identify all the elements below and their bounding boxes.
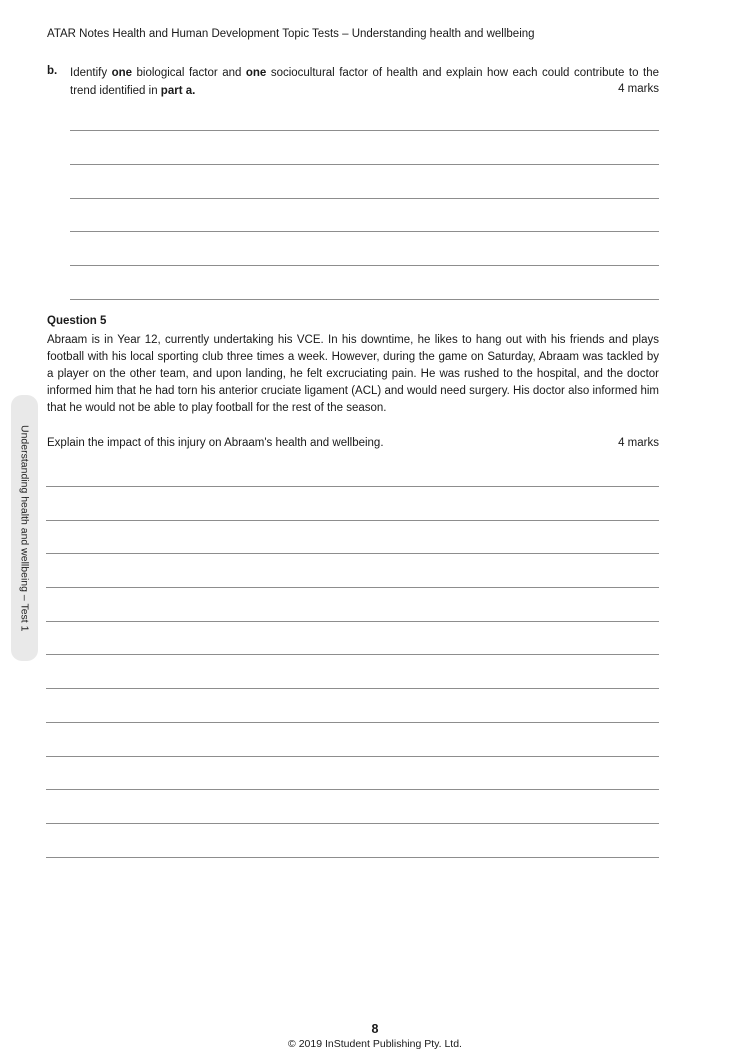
text-segment: biological factor and	[132, 67, 246, 79]
answer-line	[70, 265, 659, 266]
text-segment: one	[245, 67, 267, 79]
section-side-tab-label: Understanding health and wellbeing – Test 1	[18, 424, 31, 632]
answer-line	[46, 654, 659, 655]
question-5-prompt-row	[47, 437, 659, 449]
copyright-notice: © 2019 InStudent Publishing Pty. Ltd.	[288, 1038, 462, 1050]
question-b-answer-lines	[70, 130, 659, 300]
answer-line	[46, 587, 659, 588]
question-5-answer-lines	[46, 486, 659, 858]
answer-line	[46, 756, 659, 757]
answer-line	[70, 198, 659, 199]
answer-line	[46, 553, 659, 554]
answer-line	[70, 130, 659, 131]
answer-line	[46, 789, 659, 790]
answer-line	[46, 486, 659, 487]
question-b-label: b.	[47, 65, 58, 77]
question-5-marks: 4 marks	[618, 437, 659, 449]
page-footer	[0, 1022, 750, 1051]
answer-line	[46, 688, 659, 689]
answer-line	[46, 621, 659, 622]
question-b-text	[70, 65, 659, 100]
question-5-body: Abraam is in Year 12, currently undertaking his VCE. In his downtime, he likes to hang out with his friends and plays football with his local sporting club three times a week. However, during the game on Saturday, Abraam was tackled by a player on the other team, and upon landing, he felt excruciating pain. He was rushed to the hospital, and the doctor informed him that he had torn his anterior cruciate ligament (ACL) and would need surgery. His doctor also informed him that he would not be able to play football for the rest of the season.	[47, 334, 659, 414]
question-5-heading: Question 5	[47, 315, 107, 327]
page-header: ATAR Notes Health and Human Development Topic Tests – Understanding health and wellbeing	[47, 28, 535, 40]
answer-line	[46, 823, 659, 824]
question-b-marks: 4 marks	[618, 83, 659, 95]
question-5-prompt: Explain the impact of this injury on Abraam's health and wellbeing.	[47, 437, 384, 449]
answer-line	[46, 722, 659, 723]
answer-line	[46, 857, 659, 858]
answer-line	[46, 520, 659, 521]
text-segment: part a.	[160, 84, 196, 97]
answer-line	[70, 164, 659, 165]
text-segment: one	[111, 67, 133, 79]
answer-line	[70, 231, 659, 232]
text-segment: sociocultural factor of health and explain how each could contribute to the trend identified in	[70, 67, 659, 97]
answer-line	[70, 299, 659, 300]
page-number: 8	[371, 1022, 379, 1036]
section-side-tab	[11, 395, 38, 661]
text-segment: Identify	[70, 67, 112, 79]
